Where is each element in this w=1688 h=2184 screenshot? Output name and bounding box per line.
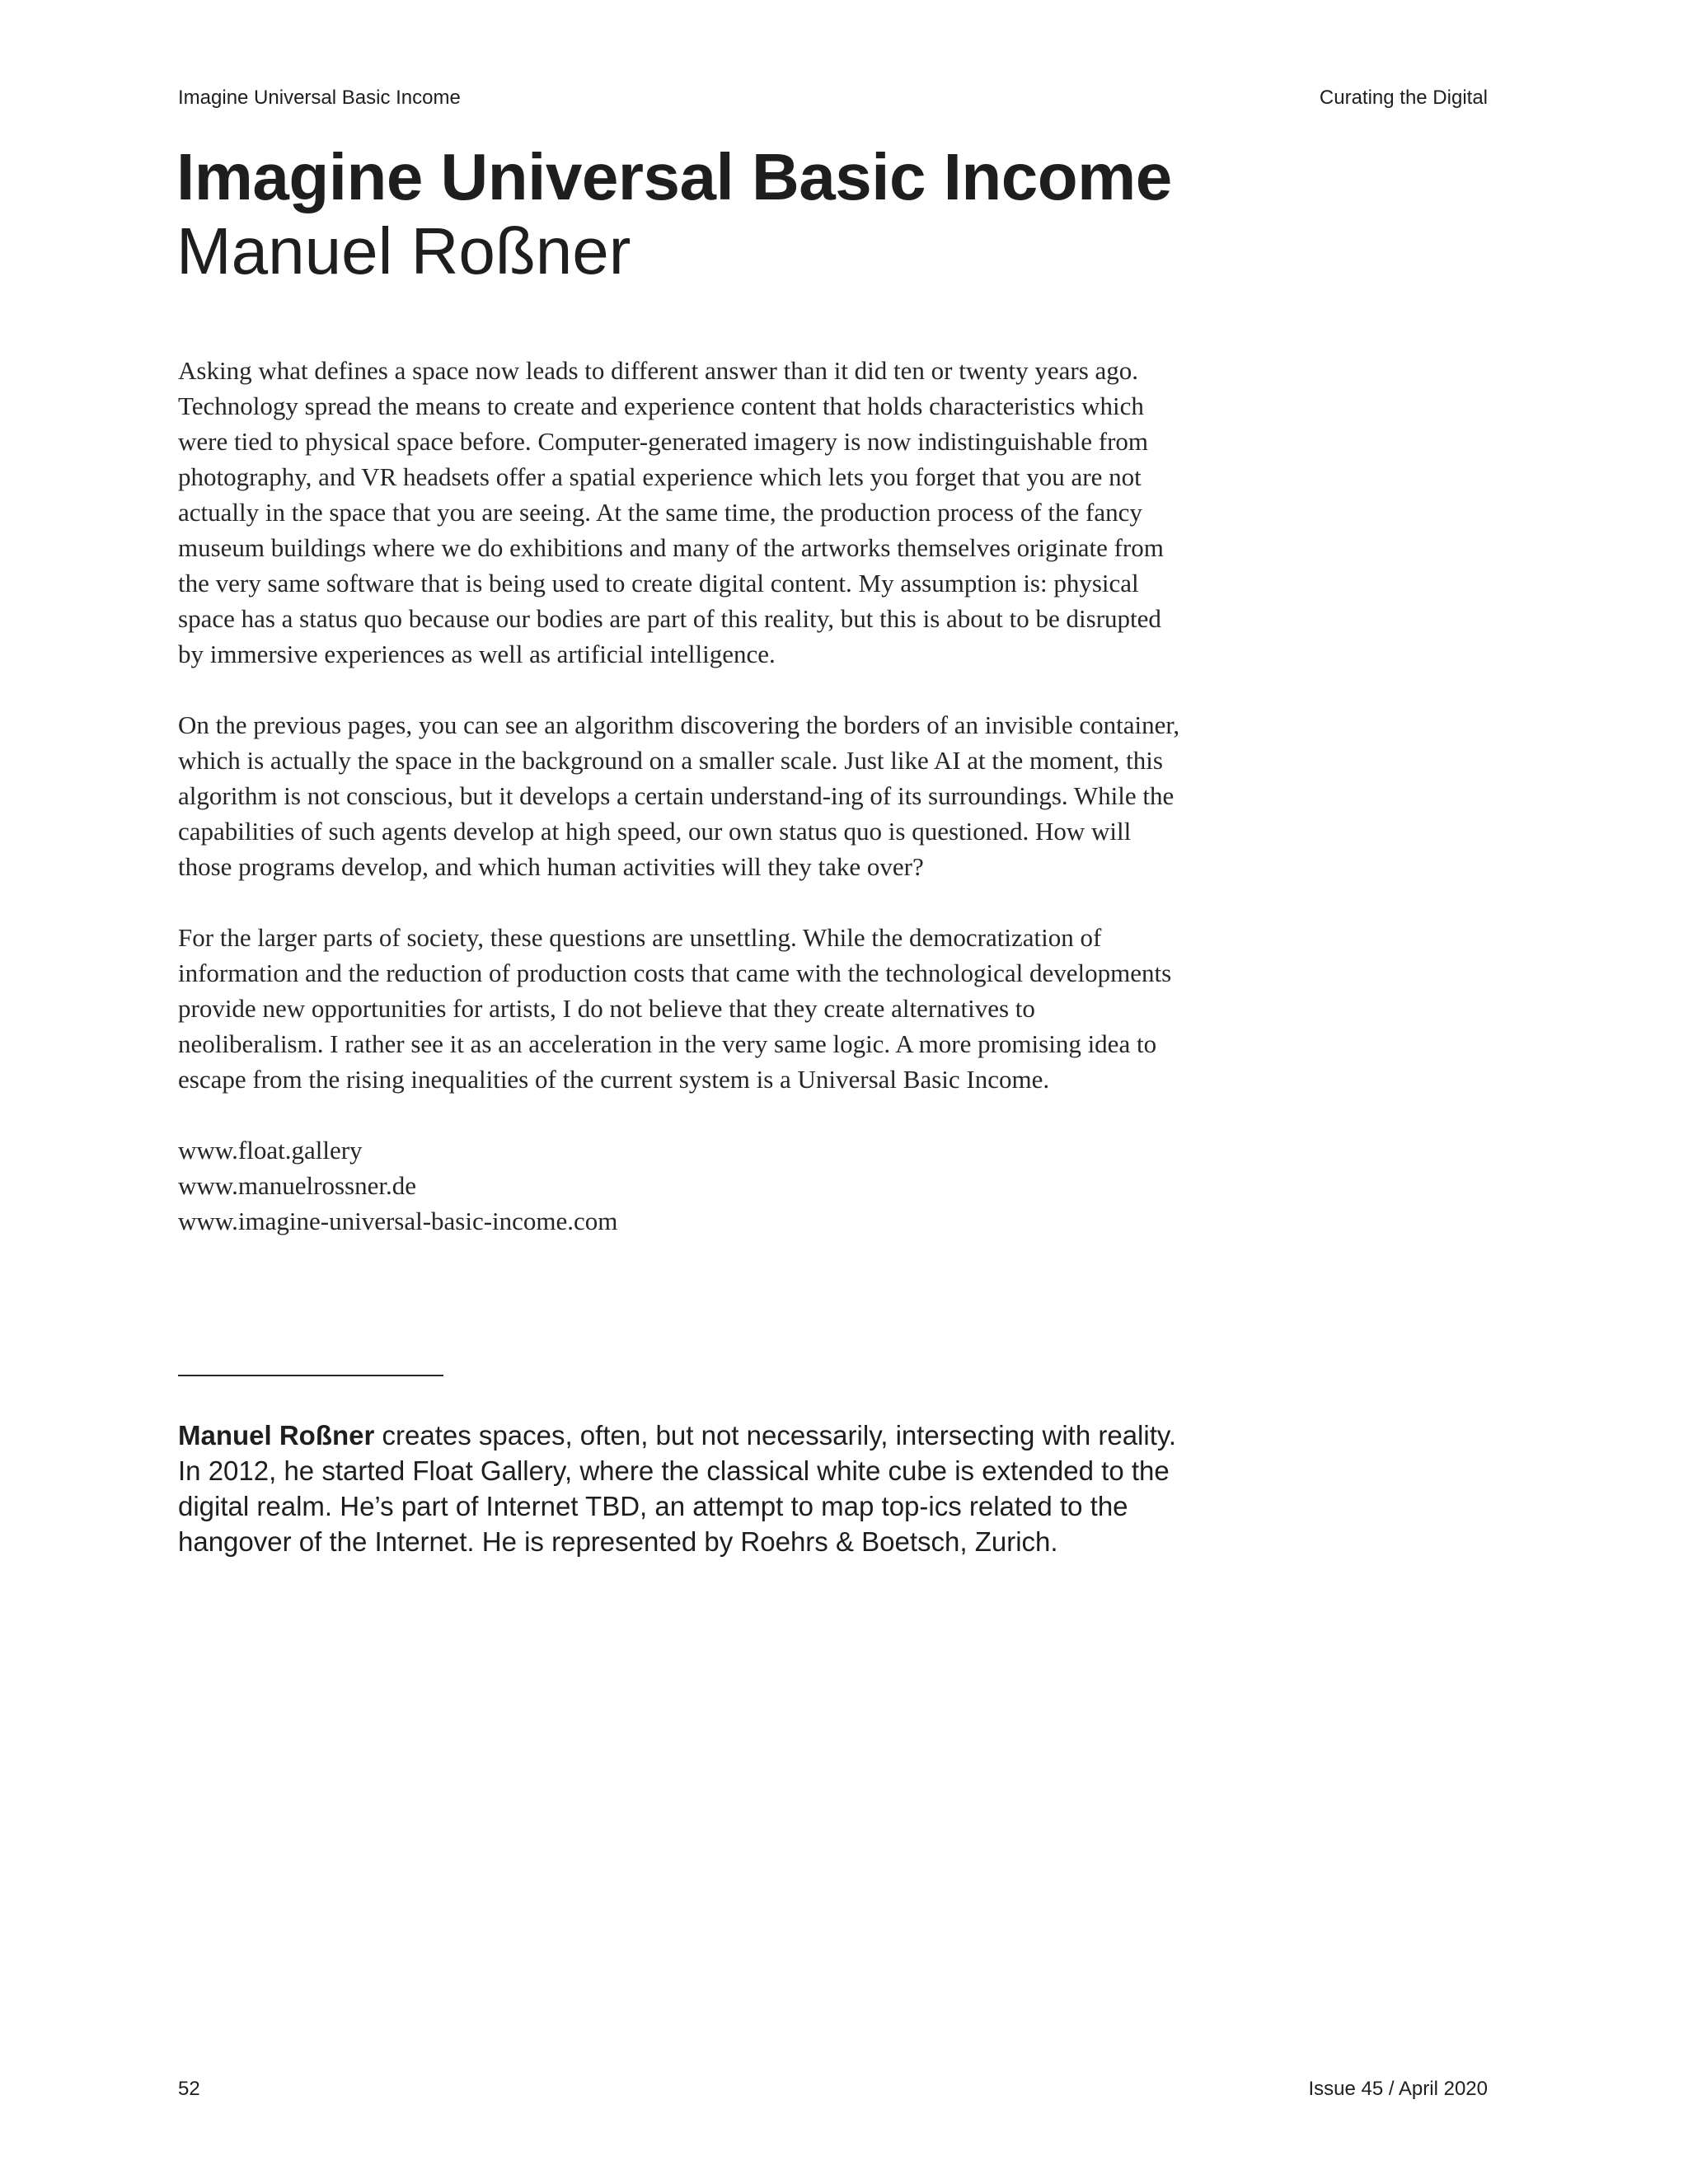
link-manuelrossner[interactable]: www.manuelrossner.de <box>178 1171 416 1200</box>
running-header-title: Imagine Universal Basic Income <box>178 87 461 109</box>
running-header <box>178 86 1488 110</box>
article-body <box>178 353 1184 1239</box>
paragraph-3: For the larger parts of society, these questions are unsettling. While the democratization of information and the reduction of production costs that came with the technological developments provide new opportunities for artists, I do not believe that they create alternatives to neoliberalism. I rather see it as an acceleration in the very same logic. A more promising idea to escape from the rising inequalities of the current system is a Universal Basic Income. <box>178 923 1172 1094</box>
page-number: 52 <box>178 2078 200 2100</box>
links-list <box>178 1132 1184 1239</box>
page-footer <box>178 2077 1488 2102</box>
paragraph-2: On the previous pages, you can see an algorithm discovering the borders of an invisible container, which is actually the space in the background on a smaller scale. Just like AI at the moment, this algorithm is not conscious, but it develops a certain understand-ing of its surroundings. While the capabilities of such agents develop at high speed, our own status quo is questioned. How will those programs develop, and which human activities will they take over? <box>178 710 1180 881</box>
running-header-section: Curating the Digital <box>1319 87 1488 109</box>
link-imagine-ubi[interactable]: www.imagine-universal-basic-income.com <box>178 1207 618 1235</box>
link-float-gallery[interactable]: www.float.gallery <box>178 1136 363 1165</box>
paragraph-1: Asking what defines a space now leads to different answer than it did ten or twenty years ago. Technology spread the means to create and experience content that holds characteristics which were tied to physical space before. Computer-generated imagery is now indistinguishable from photography, and VR headsets offer a spatial experience which lets you forget that you are not actually in the space that you are seeing. At the same time, the production process of the fancy museum buildings where we do exhibitions and many of the artworks themselves originate from the very same software that is being used to create digital content. My assumption is: physical space has a status quo because our bodies are part of this reality, but this is about to be disrupted by immersive experiences as well as artificial intelligence. <box>178 356 1164 668</box>
bio-name: Manuel Roßner <box>178 1420 375 1451</box>
article-author: Manuel Roßner <box>176 214 631 288</box>
divider-rule <box>178 1375 443 1376</box>
issue-label: Issue 45 / April 2020 <box>1308 2078 1488 2100</box>
author-bio <box>178 1418 1184 1559</box>
bio-text: creates spaces, often, but not necessarily, intersecting with reality. In 2012, he started Float Gallery, where the classical white cube is extended to the digital realm. He’s part of Internet TBD, an attempt to map top-ics related to the hangover of the Internet. He is represented by Roehrs & Boetsch, Zurich. <box>178 1420 1177 1557</box>
article-title: Imagine Universal Basic Income <box>176 140 1172 213</box>
article-heading <box>176 140 1330 288</box>
